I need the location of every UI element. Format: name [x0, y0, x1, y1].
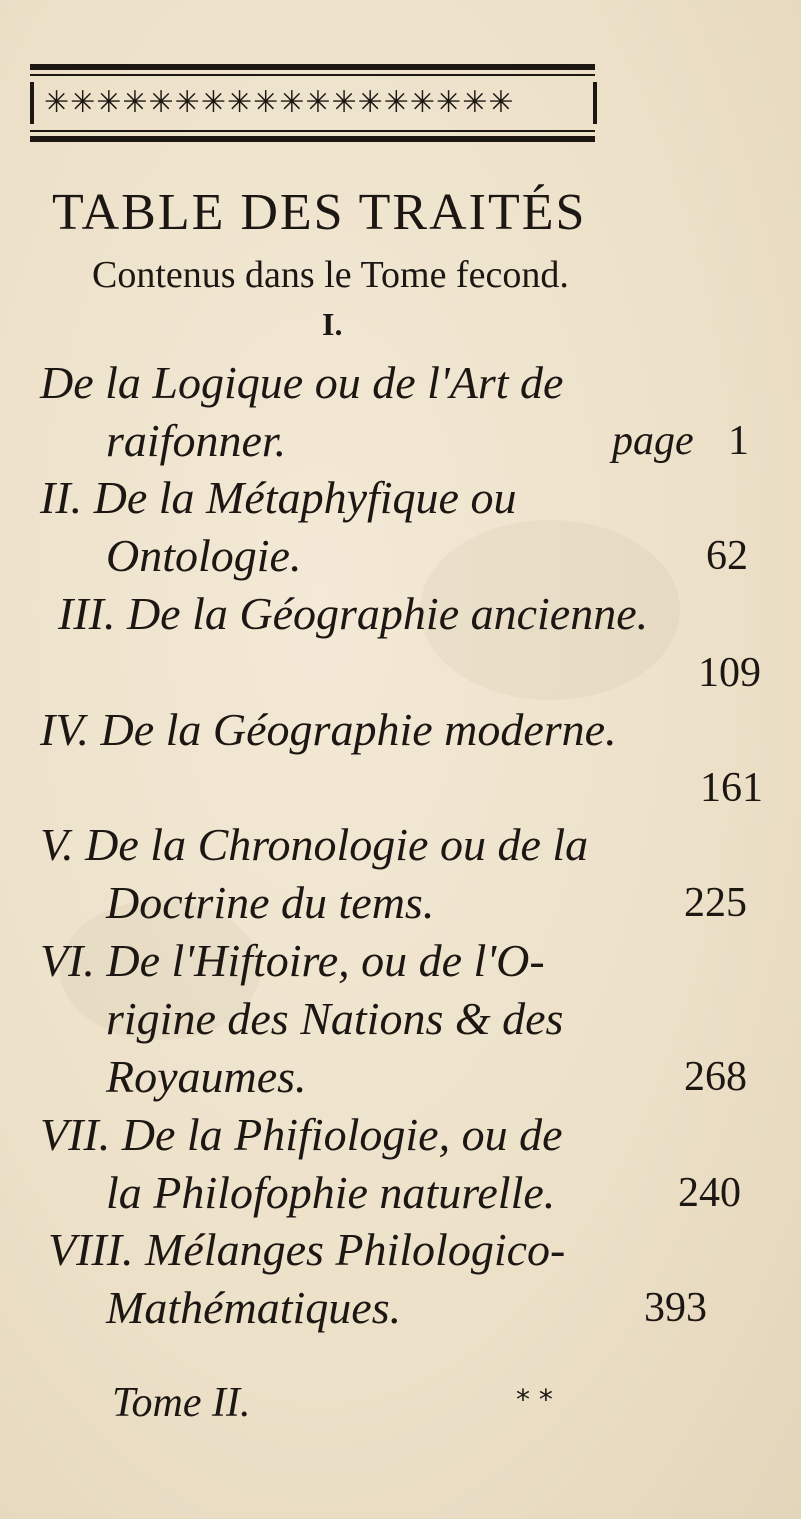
- entry-title-line: VI. De l'Hiftoire, ou de l'O-: [40, 935, 545, 986]
- entry-page-number: 393: [644, 1285, 707, 1331]
- page-subtitle: Contenus dans le Tome fecond.: [92, 254, 569, 296]
- entry-title-line: V. De la Chronologie ou de la: [40, 819, 589, 870]
- entry-title-line: III. De la Géographie ancienne.: [58, 588, 649, 639]
- entry-page-number: 161: [700, 765, 763, 811]
- entry-page-number: 225: [684, 880, 747, 926]
- page-title: TABLE DES TRAITÉS: [52, 184, 587, 241]
- entry-title-line: II. De la Métaphyfique ou: [40, 472, 517, 523]
- entry-page-number: 109: [698, 650, 761, 696]
- entry-page-number: 1: [728, 418, 749, 464]
- entry-title-line: la Philofophie naturelle.: [106, 1167, 556, 1218]
- ornament-stars: ✳✳✳✳✳✳✳✳✳✳✳✳✳✳✳✳✳✳: [44, 85, 515, 120]
- entry-page-number: 62: [706, 533, 748, 579]
- ornament-rule: [30, 136, 595, 142]
- section-numeral: I.: [322, 306, 343, 342]
- ornament-rule: [30, 74, 595, 76]
- header-ornament: [30, 52, 595, 150]
- entry-title-line: rigine des Nations & des: [106, 993, 564, 1044]
- entry-title-line: Mathématiques.: [106, 1282, 402, 1333]
- entry-title-line: VIII. Mélanges Philologico-: [48, 1224, 566, 1275]
- entry-title-line: VII. De la Phifiologie, ou de: [40, 1109, 563, 1160]
- entry-title-line: Doctrine du tems.: [106, 877, 435, 928]
- entry-page-number: 268: [684, 1054, 747, 1100]
- entry-title-line: De la Logique ou de l'Art de: [40, 357, 564, 408]
- ornament-rule: [30, 130, 595, 132]
- entry-title-line: Royaumes.: [106, 1051, 307, 1102]
- entry-page-label: page: [612, 418, 694, 464]
- entry-page-number: 240: [678, 1170, 741, 1216]
- entry-title-line: Ontologie.: [106, 530, 302, 581]
- signature-mark: * *: [516, 1383, 553, 1416]
- ornament-rule: [30, 64, 595, 70]
- entry-title-line: raifonner.: [106, 415, 287, 466]
- volume-signature: Tome II.: [112, 1380, 251, 1426]
- entry-title-line: IV. De la Géographie moderne.: [40, 704, 617, 755]
